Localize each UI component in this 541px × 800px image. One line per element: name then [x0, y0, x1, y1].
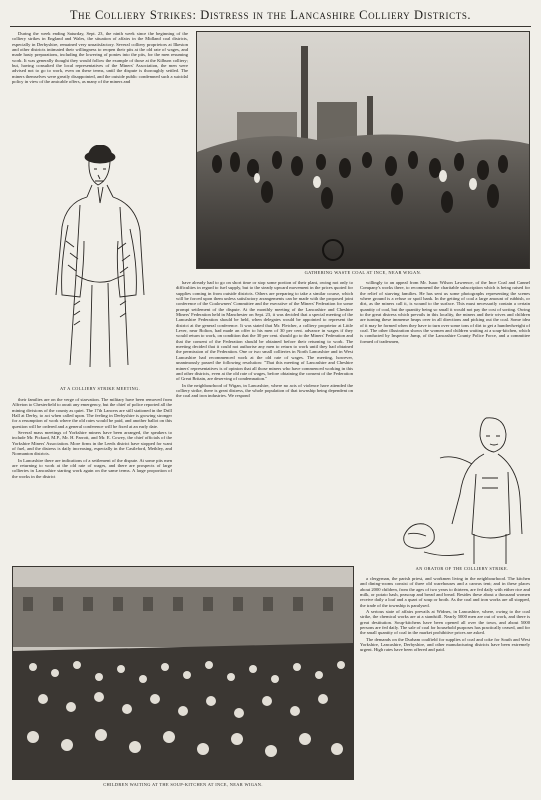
paragraph: their families are on the verge of starvation. The military have been removed from Alfreton to Chesterfield to await any emergency, but the chief of police reported all the mining divisions of the county as quiet. The 17th Lancers are still stationed in the Drill Hall at Derby, to act when called upon. The feeling in Derbyshire is growing stronger for a resumption of work where the old rates would be paid, and another ballot on this question will be ordered and a general conference will be fixed at an early date. [12, 397, 172, 429]
soup-kitchen-photo-image [13, 567, 353, 779]
article-col2 [176, 280, 353, 562]
article-col3-lower [360, 576, 530, 794]
caption-meeting: AT A COLLIERY STRIKE MEETING. [59, 386, 141, 391]
caption-gathering: GATHERING WASTE COAL AT INCE, NEAR WIGAN. [304, 270, 422, 275]
paragraph: A serious state of affairs prevails at Widnes, in Lancashire, where, owing to the coal strike, the chemical works are at a standstill. Nearly 5000 men are out of work, and there is great destitution. Soup-kitchens have been opened all over the town, and about 5000 persons are fed daily. The sale of coal for household purposes has practically ceased, and for the small quantity of coal in the market prohibitive prices are asked. [360, 609, 530, 636]
miner-sketch [40, 145, 158, 383]
paragraph: have already had to go on short time or stop some portion of their plant, owing not only to difficulties in regard to fuel supply, but to the steady upward movement in the prices quoted for supplies coming in from outside districts. Others are preparing to take a similar course, which will be forced upon them unless satisfactory arrangements can be made with the proposed joint conference of the Coalowners' Committee and the executive of the Miners' Federation for some prompt settlement of the dispute. At the monthly meeting of the Lancashire and Cheshire Miners' Federation held in Manchester on Sept. 23, it was decided that a special meeting of the Lancashire Federation should be held, when delegates would be appointed to represent the district at the general conference. It was stated that Mr. Fletcher, a colliery proprietor at Little Lever, near Bolton, had made an offer to his men of 30 per cent. advance in wages if they would return to work, on condition that the 30 per cent. should go to the Miners' Federation and that the consent of the Federation should be obtained before their returning to work. The meeting decided that it could not authorise any men to return to work until they had obtained the permission of the Federation. One or two small collieries in North Lancashire and in West Lancashire had recommenced work at the old rate of wages. The meeting, however, unanimously passed the following resolution: "That this meeting of Lancashire and Cheshire miners' representatives is of opinion that all those miners who have commenced working in this and other districts, even at the old rate of wages, before obtaining the consent of the Federation of Great Britain, are deserving of condemnation." [176, 280, 353, 382]
intro-paragraph: During the week ending Saturday, Sept. 23, the ninth week since the beginning of the colliery strikes in England and Wales, the situation of affairs in the Midland coal districts, especially in Derbyshire, remained very unsatisfactory. Several colliery proprietors at Ilkeston and other districts intimated their willingness to reopen their pits at the old rate of wages, and made hasty preparations, including the lowering of ponies into the pits, for the men resuming work. It was generally thought they would follow the example of those at the Kilburn colliery; but, having consulted the local representatives of the Miners' Association, the men were advised not to go to work, even on these terms, until the dispute is thoroughly settled. The miners themselves were greatly disappointed, and the outside public condemned such a suicidal policy in view of the amicable offers, as many of the miners and [12, 31, 188, 85]
article-intro [12, 31, 188, 145]
paragraph: Several mass meetings of Yorkshire miners have been arranged, the speakers to include Mr. Pickard, M.P., Mr. H. Parrott, and Mr. E. Cowey, the chief officials of the Yorkshire Miners' Association. More firms in the Leeds district have stopped for want of fuel, and the distress is daily increasing, especially in the Castleford, Methley, and Normanton districts. [12, 430, 172, 457]
gathering-photo-image [197, 32, 529, 268]
caption-orator: AN ORATOR OF THE COLLIERY STRIKE. [415, 566, 509, 571]
photo-soup-kitchen [12, 566, 354, 780]
paragraph: a clergyman, the parish priest, and workmen living in the neighbourhood. The kitchen and dining-rooms consist of three old warehouses and a canvas tent; and in these places about 2000 children, from the ages of two years to thirteen, are fed daily with either rice and milk, or potato hash, peasoup and bread and bread. Besides these about a thousand women receive daily a loaf and a quart of soup or broth. As the coal and iron works are all stopped, the trade of the township is paralysed. [360, 576, 530, 608]
page-header: The Colliery Strikes: Distress in the Lancashire Colliery Districts. [69, 8, 472, 22]
photo-gathering-waste-coal [196, 31, 530, 269]
header-rule [10, 26, 531, 27]
orator-sketch [394, 414, 530, 574]
article-col3-upper [360, 280, 530, 412]
paragraph: In Lancashire there are indications of a settlement of the dispute. At some pits men are returning to work at the old rate of wages, and there are prospects of large collieries in Lancashire starting work again on the same terms. A large proportion of the works in the district [12, 457, 172, 479]
paragraph: In the neighbourhood of Wigan, in Lancashire, where no acts of violence have attended the colliery strike, there is great distress, the whole population of that township being dependent on the coal and iron industries. We respond [176, 382, 353, 399]
paragraph: willingly to an appeal from Mr. Isaac Wilson Lawrence, of the Ince Coal and Cannel Company's works there, to recommend the charitable subscription which is being raised for the relief of starving families. He has sent us some photographs representing the scenes where ground is a refuse or spoil bank. In the getting of coal a large amount of rubbish, or dirt, as the miners call it, is wound to the surface. This must necessarily contain a certain quantity of coal, but the quantity being so small it would not pay the cost of sorting. Owing to the great distress which prevails in this locality, the miners and their wives and children are turning these immense heaps over in all directions and picking out the coal. Some idea of it may be formed when they have to turn over some tons of dirt to get a hundredweight of coal. The other illustration shows the women and children waiting at a soup-kitchen, which is conducted by Inspector Jump, of the Lancashire County Police Force, and a committee formed of tradesmen, [360, 280, 530, 344]
paragraph: The demands on the Durham coalfield for supplies of coal and coke for South and West Yorkshire, Lancashire, Derbyshire, and other manufacturing districts have been extremely urgent. High rates have been offered and paid. [360, 636, 530, 653]
article-col1-lower [12, 397, 172, 562]
caption-children: CHILDREN WAITING AT THE SOUP-KITCHEN AT INCE, NEAR WIGAN. [103, 782, 263, 787]
